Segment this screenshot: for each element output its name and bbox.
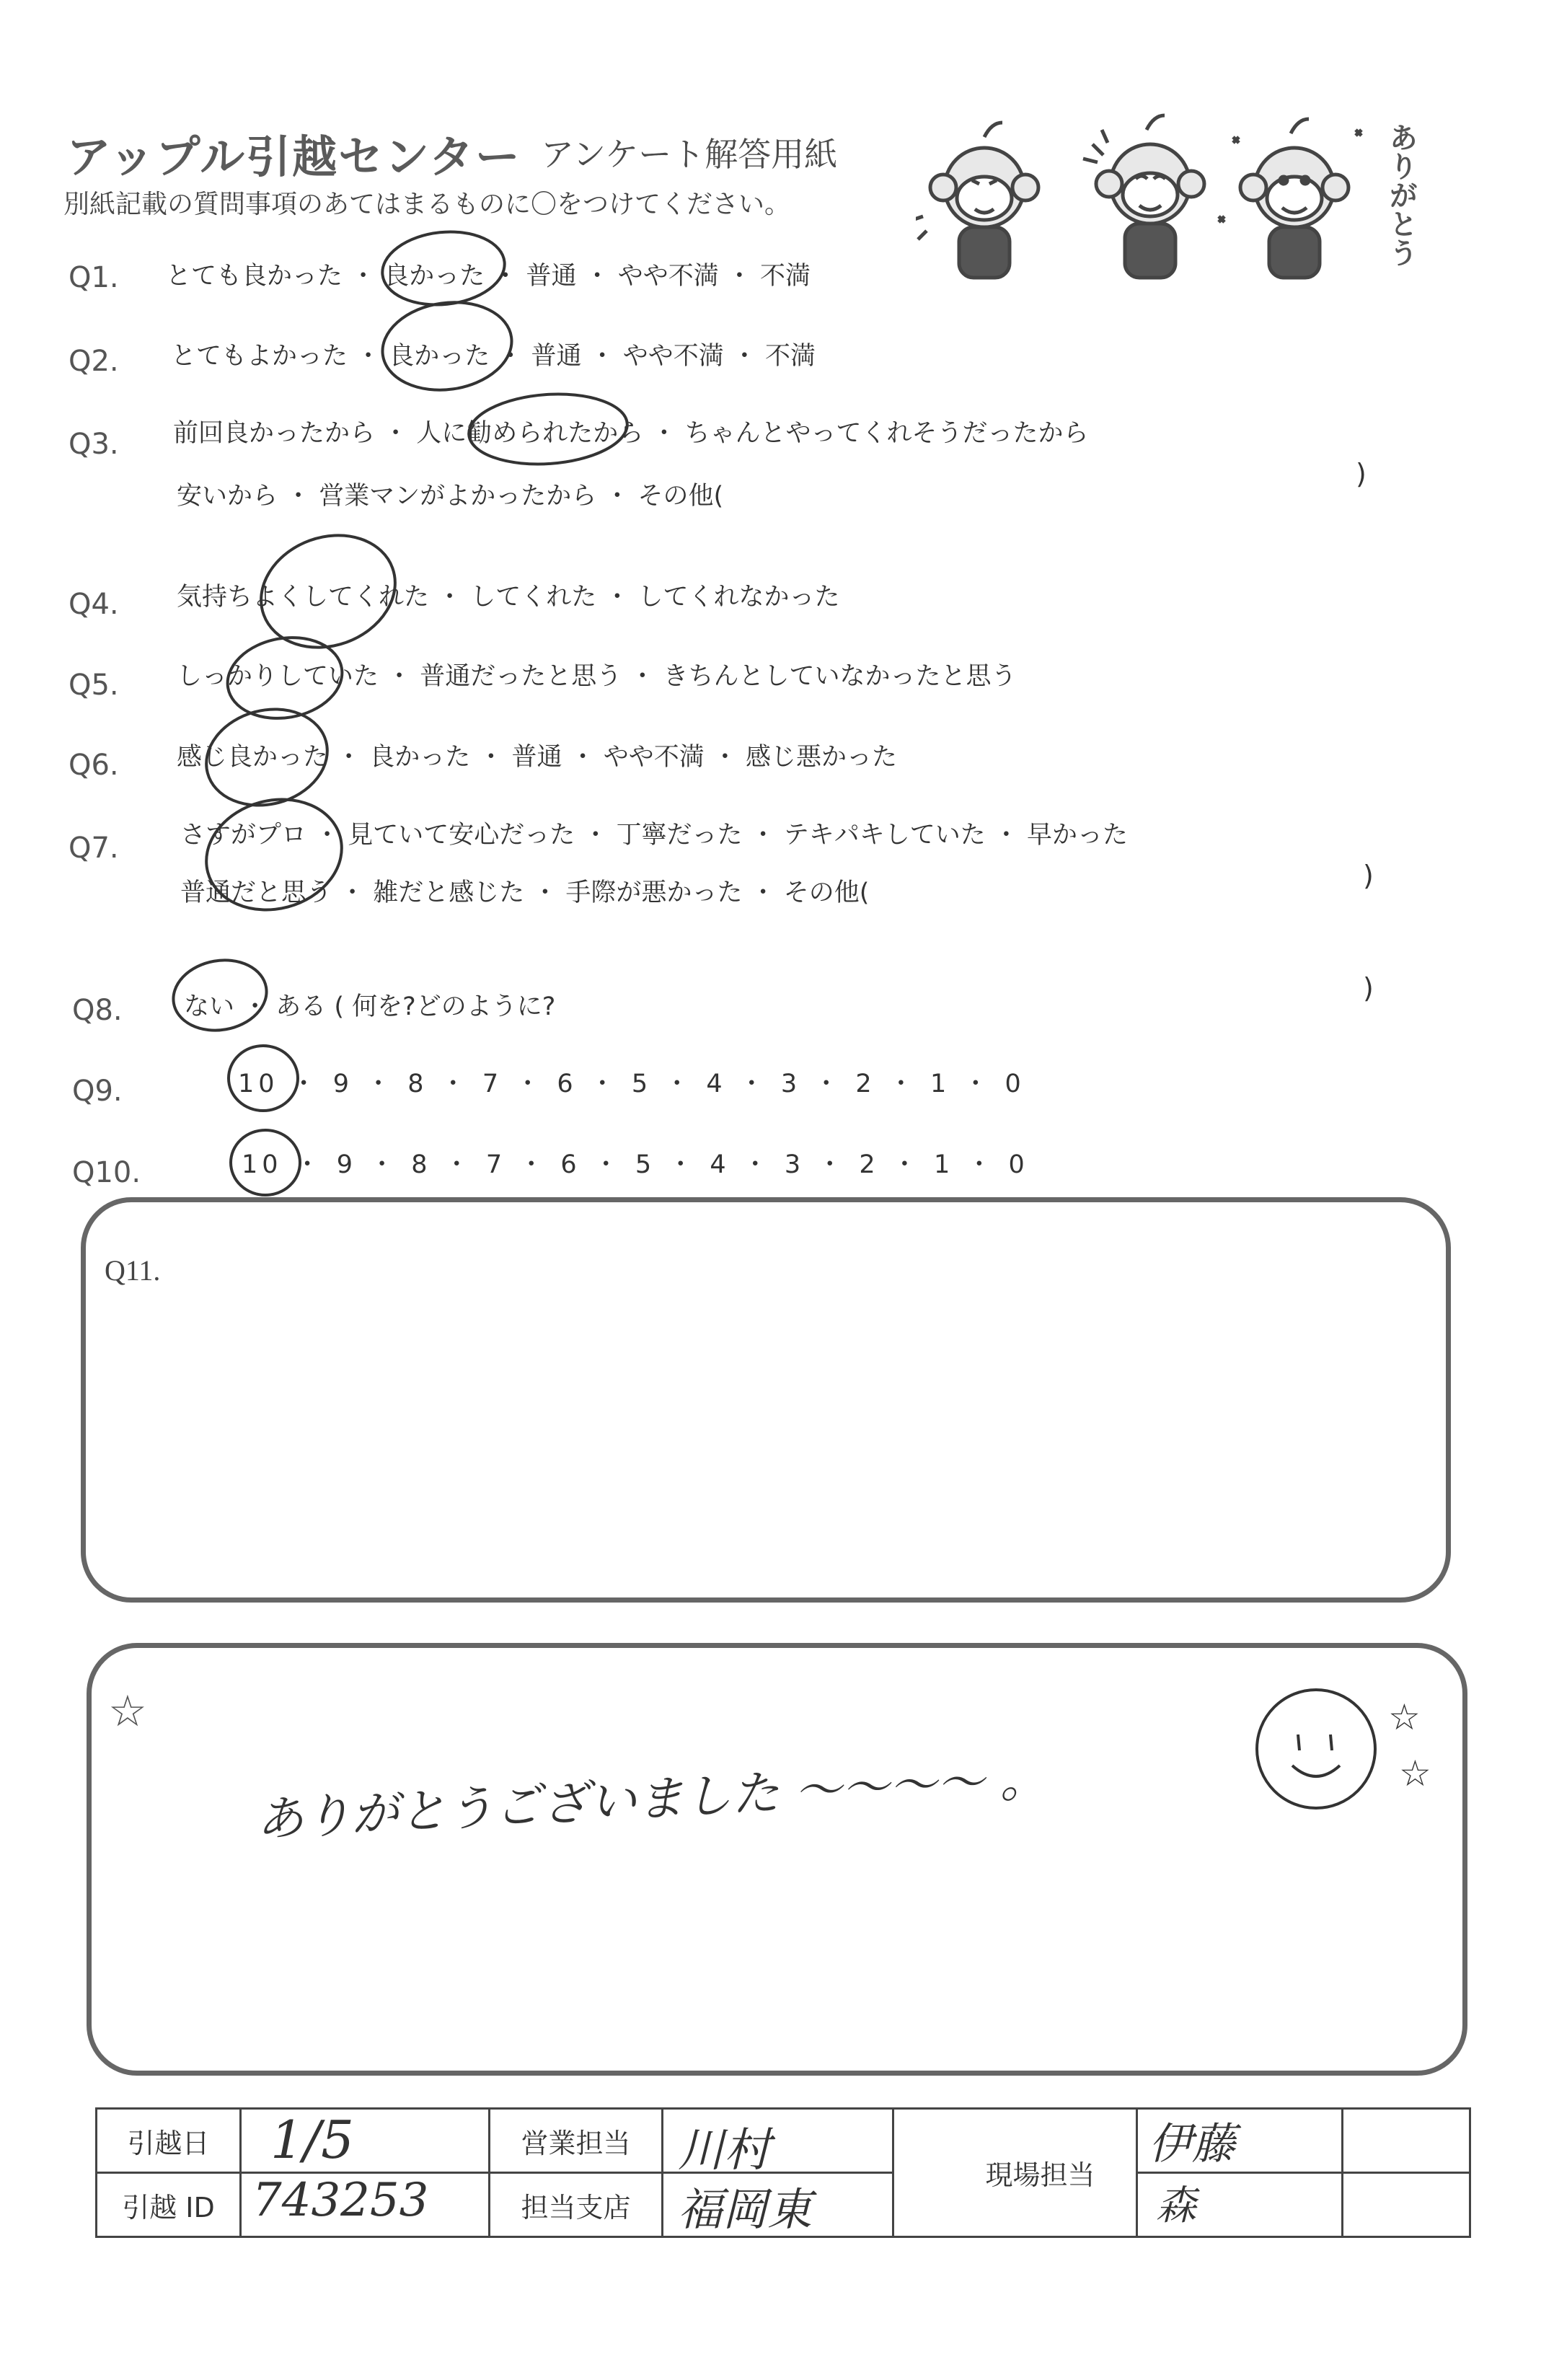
star-icon: ☆: [108, 1686, 147, 1737]
q3-options-line2: 安いから ・ 営業マンがよかったから ・ その他(: [177, 482, 724, 511]
site-handwritten-1: 伊藤: [1149, 2119, 1235, 2169]
move-date-handwritten: 1/5: [270, 2110, 354, 2170]
site-label: 現場担当: [986, 2109, 1137, 2237]
q5-label: Q5.: [69, 669, 119, 702]
q7-options-line2: 普通だと思う ・ 雑だと感じた ・ 手際が悪かった ・ その他(: [180, 878, 870, 907]
q11-label: Q11.: [105, 1254, 161, 1287]
q8-paren-close: ): [1363, 972, 1374, 1004]
q3-options-line1: 前回良かったから ・ 人に勧められたから ・ ちゃんとやってくれそうだったから: [173, 419, 1089, 448]
move-id-value: [241, 2173, 490, 2237]
q2-label: Q2.: [69, 345, 119, 378]
q9-label: Q9.: [72, 1075, 123, 1108]
q4-label: Q4.: [69, 588, 119, 621]
sales-handwritten: 川村: [678, 2124, 770, 2177]
form-subtitle: アンケート解答用紙: [541, 135, 838, 174]
q5-options: しっかりしていた ・ 普通だったと思う ・ きちんとしていなかったと思う: [177, 662, 1017, 691]
brand-title: アップル引越センター: [66, 131, 521, 183]
q1-label: Q1.: [69, 261, 119, 294]
q7-label: Q7.: [69, 832, 119, 865]
q6-options: 感じ良かった ・ 良かった ・ 普通 ・ やや不満 ・ 感じ悪かった: [177, 743, 898, 772]
q10-label: Q10.: [72, 1156, 141, 1189]
move-date-value: [241, 2109, 490, 2173]
site-handwritten-2: 森: [1156, 2182, 1196, 2229]
sales-value: [663, 2109, 893, 2177]
mascot-caption: ありがとう: [1385, 123, 1418, 267]
q3-label: Q3.: [69, 428, 119, 461]
site-value-1: [1137, 2109, 1343, 2173]
q10-scale: 10 ・ 9 ・ 8 ・ 7 ・ 6 ・ 5 ・ 4 ・ 3 ・ 2 ・ 1 ・ 0: [242, 1150, 1029, 1179]
q6-label: Q6.: [69, 749, 119, 782]
instruction-text: 別紙記載の質問事項のあてはまるものに〇をつけてください。: [63, 190, 791, 219]
sales-label: 営業担当: [490, 2109, 663, 2173]
move-id-handwritten: 743253: [252, 2174, 429, 2227]
extra-cell-1: [1343, 2109, 1470, 2173]
q11-answer-box: [81, 1197, 1451, 1603]
branch-value: [663, 2173, 893, 2237]
star-icon: ☆: [1399, 1753, 1431, 1794]
q7-options-line1: さすがプロ ・ 見ていて安心だった ・ 丁寧だった ・ テキパキしていた ・ 早かった: [180, 821, 1129, 850]
extra-cell-2: [1343, 2173, 1470, 2237]
q9-scale: 10 ・ 9 ・ 8 ・ 7 ・ 6 ・ 5 ・ 4 ・ 3 ・ 2 ・ 1 ・ 0: [238, 1070, 1025, 1098]
branch-handwritten: 福岡東: [678, 2183, 813, 2236]
q8-options: ない ・ ある ( 何を?どのように?: [184, 992, 556, 1021]
q3-paren-close: ): [1356, 458, 1367, 490]
q4-options: 気持ちよくしてくれた ・ してくれた ・ してくれなかった: [177, 583, 840, 612]
site-label-spacer: [893, 2109, 986, 2237]
site-value-2: [1137, 2173, 1343, 2237]
q8-label: Q8.: [72, 994, 123, 1027]
footer-info-table: [95, 2107, 1471, 2238]
move-id-label: 引越 ID: [97, 2173, 241, 2237]
star-icon: ☆: [1388, 1696, 1421, 1738]
smiley-drawing: [1248, 1680, 1385, 1817]
q7-paren-close: ): [1363, 860, 1374, 891]
handwritten-message: ありがとうございました 〜〜〜〜 。: [255, 1750, 1048, 1848]
q2-options: とてもよかった ・ 良かった ・ 普通 ・ やや不満 ・ 不満: [171, 342, 816, 371]
branch-label: 担当支店: [490, 2173, 663, 2237]
q1-options: とても良かった ・ 良かった ・ 普通 ・ やや不満 ・ 不満: [166, 262, 811, 291]
mascot-illustration: [916, 108, 1421, 310]
move-date-label: 引越日: [97, 2109, 241, 2173]
